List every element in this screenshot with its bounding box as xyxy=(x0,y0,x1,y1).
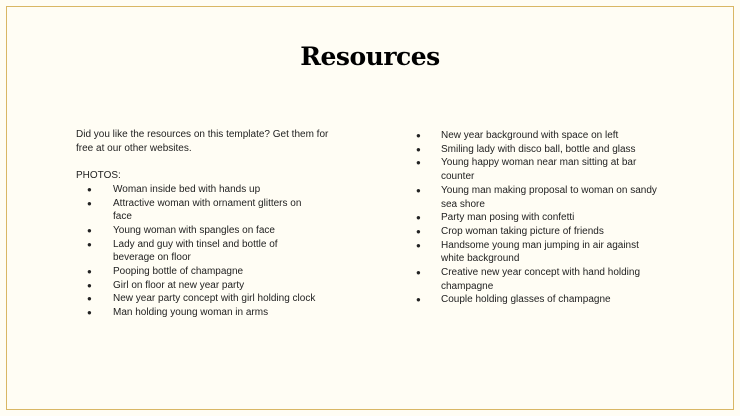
list-item-text: Party man posing with confetti xyxy=(441,212,575,224)
bullet-icon: ● xyxy=(416,240,421,250)
list-item xyxy=(76,279,321,293)
list-item-text: Man holding young woman in arms xyxy=(113,307,269,319)
list-item xyxy=(76,265,321,279)
list-item xyxy=(413,239,663,266)
list-item-text: Girl on floor at new year party xyxy=(113,279,245,291)
list-item-text: Young man making proposal to woman on sandy sea shore xyxy=(441,184,657,210)
list-item-text: Young woman with spangles on face xyxy=(113,224,275,236)
bullet-icon: ● xyxy=(416,213,421,223)
list-item-text: Smiling lady with disco ball, bottle and glass xyxy=(441,143,636,155)
page-title: Resources xyxy=(300,42,440,71)
bullet-icon: ● xyxy=(87,198,92,208)
list-item-text: Young happy woman near man sitting at bar counter xyxy=(441,157,637,183)
bullet-icon: ● xyxy=(87,239,92,249)
bullet-icon: ● xyxy=(87,308,92,318)
right-column xyxy=(413,129,683,307)
list-item xyxy=(76,292,321,306)
bullet-icon: ● xyxy=(87,294,92,304)
list-item-text: Crop woman taking picture of friends xyxy=(441,225,604,237)
list-item xyxy=(76,224,321,238)
bullet-icon: ● xyxy=(416,226,421,236)
bullet-icon: ● xyxy=(87,225,92,235)
bullet-icon: ● xyxy=(416,268,421,278)
list-item xyxy=(413,266,663,293)
bullet-icon: ● xyxy=(87,267,92,277)
list-item xyxy=(76,183,321,197)
left-column xyxy=(76,128,346,320)
list-item-text: Lady and guy with tinsel and bottle of beverage on floor xyxy=(113,238,278,264)
list-item xyxy=(413,129,663,143)
list-item-text: New year party concept with girl holding clock xyxy=(113,293,316,305)
list-item xyxy=(413,156,663,183)
list-item xyxy=(413,143,663,157)
list-item xyxy=(413,293,663,307)
list-item xyxy=(76,306,321,320)
bullet-icon: ● xyxy=(416,131,421,140)
bullet-icon: ● xyxy=(416,158,421,168)
intro-text: Did you like the resources on this template? Get them for free at our other websites. xyxy=(76,129,329,154)
photos-list-left xyxy=(76,183,346,320)
list-item-text: New year background with space on left xyxy=(441,130,619,141)
bullet-icon: ● xyxy=(87,280,92,290)
list-item-text: Attractive woman with ornament glitters on face xyxy=(113,197,302,223)
bullet-icon: ● xyxy=(416,185,421,195)
list-item-text: Handsome young man jumping in air against white background xyxy=(441,239,639,265)
photos-list-right xyxy=(413,129,683,307)
list-item xyxy=(413,211,663,225)
list-item-text: Woman inside bed with hands up xyxy=(113,183,261,195)
paragraph-spacer xyxy=(76,155,346,169)
list-item-text: Creative new year concept with hand holding champagne xyxy=(441,267,641,292)
photos-label: PHOTOS: xyxy=(76,170,121,182)
bullet-icon: ● xyxy=(87,184,92,194)
list-item-text: Couple holding glasses of champagne xyxy=(441,294,611,306)
bullet-icon: ● xyxy=(416,144,421,154)
bullet-icon: ● xyxy=(416,295,421,305)
list-item xyxy=(76,197,321,224)
list-item xyxy=(76,238,321,265)
list-item-text: Pooping bottle of champagne xyxy=(113,266,244,278)
list-item xyxy=(413,184,663,211)
list-item xyxy=(413,225,663,239)
